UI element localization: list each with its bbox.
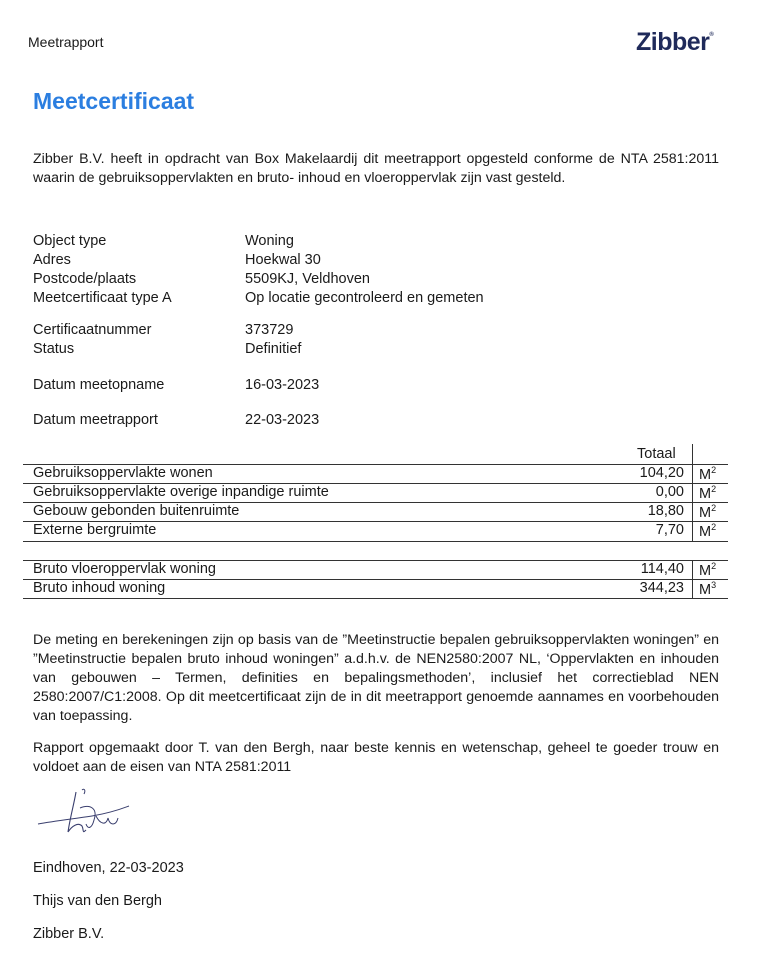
table-row [23, 503, 728, 522]
detail-key: Object type [33, 233, 107, 249]
table-column-header: Totaal [637, 446, 676, 462]
table-row [23, 561, 728, 580]
table-row [23, 522, 728, 541]
company-logo [636, 28, 713, 57]
detail-value: 373729 [245, 322, 294, 338]
row-label: Bruto inhoud woning [33, 580, 166, 596]
row-unit: $M^2$ [699, 561, 717, 579]
table-row [23, 465, 728, 484]
detail-value: 5509KJ, Veldhoven [245, 271, 370, 287]
table-row [23, 580, 728, 599]
table-row [23, 484, 728, 503]
row-label: Gebouw gebonden buitenruimte [33, 503, 240, 519]
table-rule [23, 541, 728, 542]
row-value: 344,23 [639, 580, 684, 596]
detail-key: Datum meetrapport [33, 412, 158, 428]
row-label: Bruto vloeroppervlak woning [33, 561, 216, 577]
row-value: 114,40 [640, 561, 684, 577]
place-date: Eindhoven, 22-03-2023 [33, 860, 184, 876]
row-value: 18,80 [647, 503, 684, 519]
detail-key: Certificaatnummer [33, 322, 152, 338]
signatory-name: Thijs van den Bergh [33, 893, 162, 909]
company-name: Zibber B.V. [33, 926, 105, 942]
detail-key: Adres [33, 252, 71, 268]
row-label: Gebruiksoppervlakte wonen [33, 465, 213, 481]
page-title: Meetcertificaat [33, 88, 195, 114]
detail-value: Definitief [245, 341, 302, 357]
row-unit: $M^2$ [699, 522, 717, 540]
detail-key: Meetcertificaat type A [33, 290, 172, 306]
row-unit: $M^2$ [699, 503, 717, 521]
detail-value: Op locatie gecontroleerd en gemeten [245, 290, 484, 306]
detail-key: Datum meetopname [33, 377, 165, 393]
signature-image [34, 786, 134, 840]
author-paragraph: Rapport opgemaakt door T. van den Bergh, naar beste kennis en wetenschap, geheel te goeder trouw en voldoet aan de eisen van NTA 2581:2011 [33, 740, 719, 775]
header-label: Meetrapport [28, 34, 104, 50]
row-unit: $M^3$ [699, 580, 717, 598]
row-value: 0,00 [655, 484, 684, 500]
detail-key: Postcode/plaats [33, 271, 137, 287]
detail-key: Status [33, 341, 75, 357]
row-label: Gebruiksoppervlakte overige inpandige ruimte [33, 484, 329, 500]
row-value: 104,20 [639, 465, 684, 481]
methodology-paragraph: De meting en berekeningen zijn op basis van de ”Meetinstructie bepalen gebruiksoppervlakten woningen” en ”Meetinstructie bepalen bruto inhoud woningen” a.d.h.v. de NEN2580:2007 NL, ‘Oppervlakten en inhouden van gebouwen – Termen, definities en bepalingsmethoden’, inclusief het correctieblad NEN 2580:2007/C1:2008. Op dit meetcertificaat zijn de in dit meetrapport genoemde aannames en voorbehouden van toepassing. [33, 632, 719, 724]
row-unit: $M^2$ [699, 484, 717, 502]
detail-value: 22-03-2023 [245, 412, 320, 428]
detail-value: Hoekwal 30 [245, 252, 321, 268]
row-unit: $M^2$ [699, 465, 717, 483]
row-label: Externe bergruimte [33, 522, 157, 538]
detail-value: 16-03-2023 [245, 377, 320, 393]
logo-registered-mark: ® [709, 32, 714, 38]
logo-text: Zibber [636, 28, 710, 56]
intro-paragraph: Zibber B.V. heeft in opdracht van Box Makelaardij dit meetrapport opgesteld conforme de NTA 2581:2011 waarin de gebruiksoppervlakten en bruto- inhoud en vloeroppervlak zijn vast gesteld. [33, 151, 719, 186]
row-value: 7,70 [655, 522, 684, 538]
detail-value: Woning [245, 233, 294, 249]
